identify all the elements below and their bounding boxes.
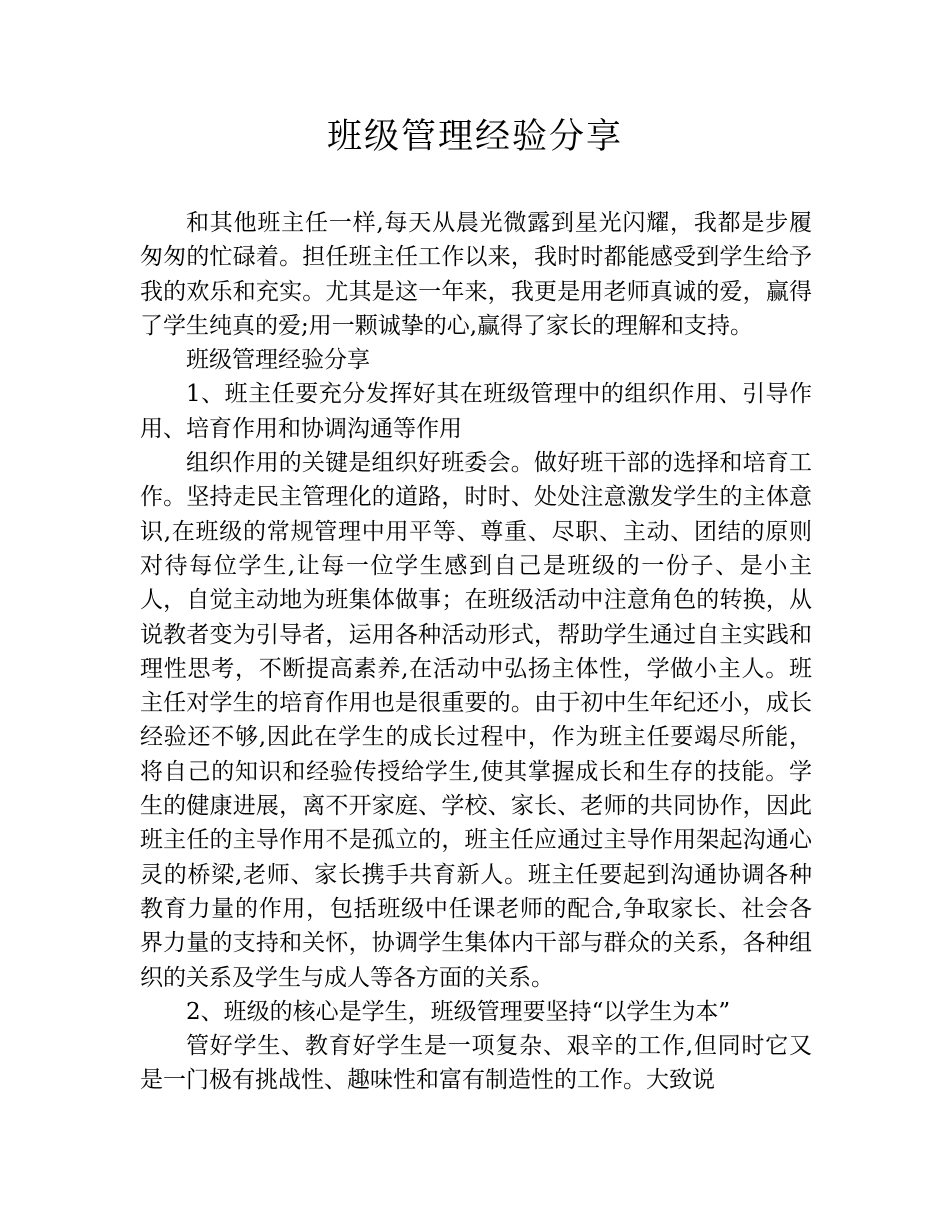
paragraph-intro: 和其他班主任一样,每天从晨光微露到星光闪耀，我都是步履匆匆的忙碌着。担任班主任工作以来，我时时都能感受到学生给予我的欢乐和充实。尤其是这一年来，我更是用老师真诚的爱，赢得了学生纯真的爱;用一颗诚挚的心,赢得了家长的理解和支持。 (140, 210, 812, 339)
document-title: 班级管理经验分享 (326, 117, 623, 157)
paragraph-section-2-heading: 2、班级的核心是学生，班级管理要坚持“以学生为本” (186, 998, 731, 1025)
paragraph-subheading: 班级管理经验分享 (186, 347, 370, 374)
paragraph-section-2-body: 管好学生、教育好学生是一项复杂、艰辛的工作,但同时它又是一门极有挑战性、趣味性和富有制造性的工作。大致说 (140, 1033, 812, 1094)
paragraph-section-1-body: 组织作用的关键是组织好班委会。做好班干部的选择和培育工作。坚持走民主管理化的道路，时时、处处注意激发学生的主体意识,在班级的常规管理中用平等、尊重、尽职、主动、团结的原则对待每位学生,让每一位学生感到自己是班级的一份子、是小主人，自觉主动地为班集体做事；在班级活动中注意角色的转换，从说教者变为引导者，运用各种活动形式，帮助学生通过自主实践和理性思考，不断提高素养,在活动中弘扬主体性，学做小主人。班主任对学生的培育作用也是很重要的。由于初中生年纪还小，成长经验还不够,因此在学生的成长过程中，作为班主任要竭尽所能，将自己的知识和经验传授给学生,使其掌握成长和生存的技能。学生的健康进展，离不开家庭、学校、家长、老师的共同协作，因此班主任的主导作用不是孤立的，班主任应通过主导作用架起沟通心灵的桥梁,老师、家长携手共育新人。班主任要起到沟通协调各种教育力量的作用，包括班级中任课老师的配合,争取家长、社会各界力量的支持和关怀，协调学生集体内干部与群众的关系，各种组织的关系及学生与成人等各方面的关系。 (140, 450, 812, 991)
paragraph-section-1-heading: 1、班主任要充分发挥好其在班级管理中的组织作用、引导作用、培育作用和协调沟通等作用 (140, 381, 812, 442)
document-body (140, 206, 812, 1098)
